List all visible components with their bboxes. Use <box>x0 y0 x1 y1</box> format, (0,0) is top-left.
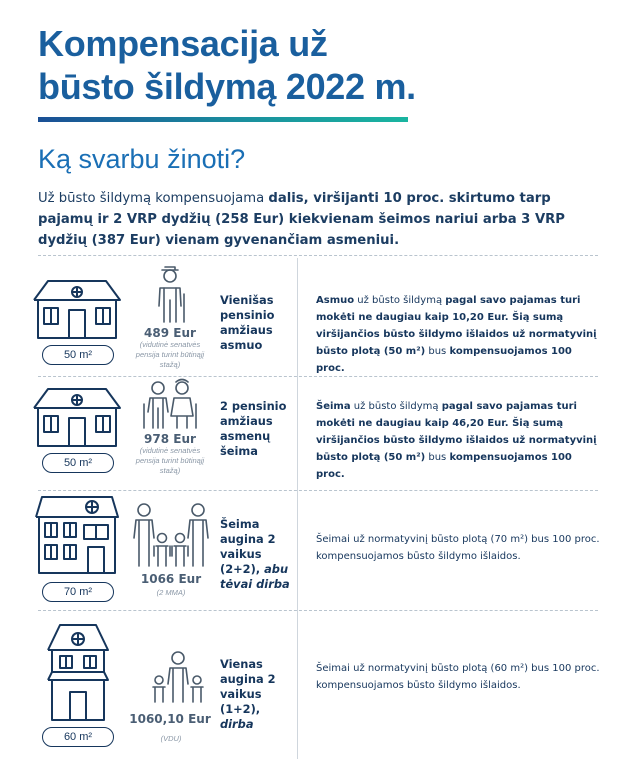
income-amount: 1066 Eur <box>140 572 202 586</box>
intro-paragraph <box>38 188 598 251</box>
household-label: 2 pensinio amžiaus asmenų šeima <box>220 399 287 458</box>
elderly-couple-icon <box>140 378 200 430</box>
desc-regular: bus <box>425 346 450 357</box>
title-gradient-bar <box>38 117 408 122</box>
desc-regular: už būsto šildymą <box>350 401 442 412</box>
desc-bold: Asmuo <box>316 295 355 306</box>
household-label-italic: abu tėvai dirba <box>220 562 290 591</box>
desc-regular: už būsto šildymą <box>354 295 446 306</box>
income-amount: 489 Eur <box>144 326 196 340</box>
intro-text-bold: dalis, viršijanti 10 proc. skirtumo tarp pajamų ir 2 VRP dydžių (258 Eur) kiekvienam šeimos nariui arba 3 VRP dydžių (387 Eur) vienam gyvenančiam asmeniui. <box>38 191 565 248</box>
page-title-line-1: Kompensacija už <box>38 23 328 64</box>
area-badge: 60 m² <box>42 727 114 747</box>
compensation-description <box>316 292 604 377</box>
desc-regular: bus <box>425 452 450 463</box>
income-amount: 978 Eur <box>144 432 196 446</box>
income-note: (vidutinė senatvės pensija turint būtinąjį stažą) <box>135 446 205 475</box>
household-label-regular: Vienas augina 2 vaikus (1+2), <box>220 657 276 716</box>
column-divider <box>297 258 298 759</box>
desc-bold: pagal savo pajamas turi mokėti ne daugiau kaip 46,20 Eur. Šią sumą viršijančios būsto šildymo išlaidos už normatyvinį būsto plotą (50 m²) <box>316 401 597 463</box>
narrow-house-icon <box>46 622 110 722</box>
household-label: Vienišas pensinio amžiaus asmuo <box>220 293 275 352</box>
household-label-italic: dirba <box>220 717 254 731</box>
compensation-description <box>316 398 604 483</box>
area-badge: 50 m² <box>42 453 114 473</box>
desc-bold: pagal savo pajamas turi mokėti ne daugiau kaip 10,20 Eur. Šią sumą viršijančios būsto šildymo išlaidos už normatyvinį būsto plotą (50 m²) <box>316 295 597 357</box>
income-note: (2 MMA) <box>156 588 186 597</box>
family-two-parents-two-children-icon <box>132 502 212 568</box>
apartment-house-icon <box>34 495 120 575</box>
desc-bold: kompensuojamos 100 proc. <box>316 452 572 480</box>
house-icon <box>32 278 122 340</box>
desc-bold: Šeima <box>316 401 351 412</box>
compensation-description: Šeimai už normatyvinį būsto plotą (60 m²) bus 100 proc. kompensuojamos būsto šildymo išlaidos. <box>316 663 600 691</box>
income-note: (vidutinė senatvės pensija turint būtinąjį stažą) <box>135 340 205 369</box>
area-badge: 70 m² <box>42 582 114 602</box>
intro-text-regular: Už būsto šildymą kompensuojama <box>38 191 269 206</box>
household-label <box>220 517 294 592</box>
row-divider <box>38 255 598 256</box>
house-icon <box>32 386 122 448</box>
household-label <box>220 657 294 732</box>
elderly-person-icon <box>148 266 192 324</box>
page-title-line-2: būsto šildymą 2022 m. <box>38 66 416 107</box>
desc-bold: kompensuojamos 100 proc. <box>316 346 572 374</box>
page-title <box>38 22 416 108</box>
income-note: (VDU) <box>160 734 182 743</box>
row-divider <box>38 610 598 611</box>
compensation-description: Šeimai už normatyvinį būsto plotą (70 m²) bus 100 proc. kompensuojamos būsto šildymo išlaidos. <box>316 534 600 562</box>
single-parent-two-children-icon <box>150 650 206 704</box>
row-divider <box>38 490 598 491</box>
area-badge: 50 m² <box>42 345 114 365</box>
section-subtitle: Ką svarbu žinoti? <box>38 144 246 174</box>
household-label-regular: Šeima augina 2 vaikus (2+2), <box>220 517 276 576</box>
income-amount: 1060,10 Eur <box>129 712 211 726</box>
